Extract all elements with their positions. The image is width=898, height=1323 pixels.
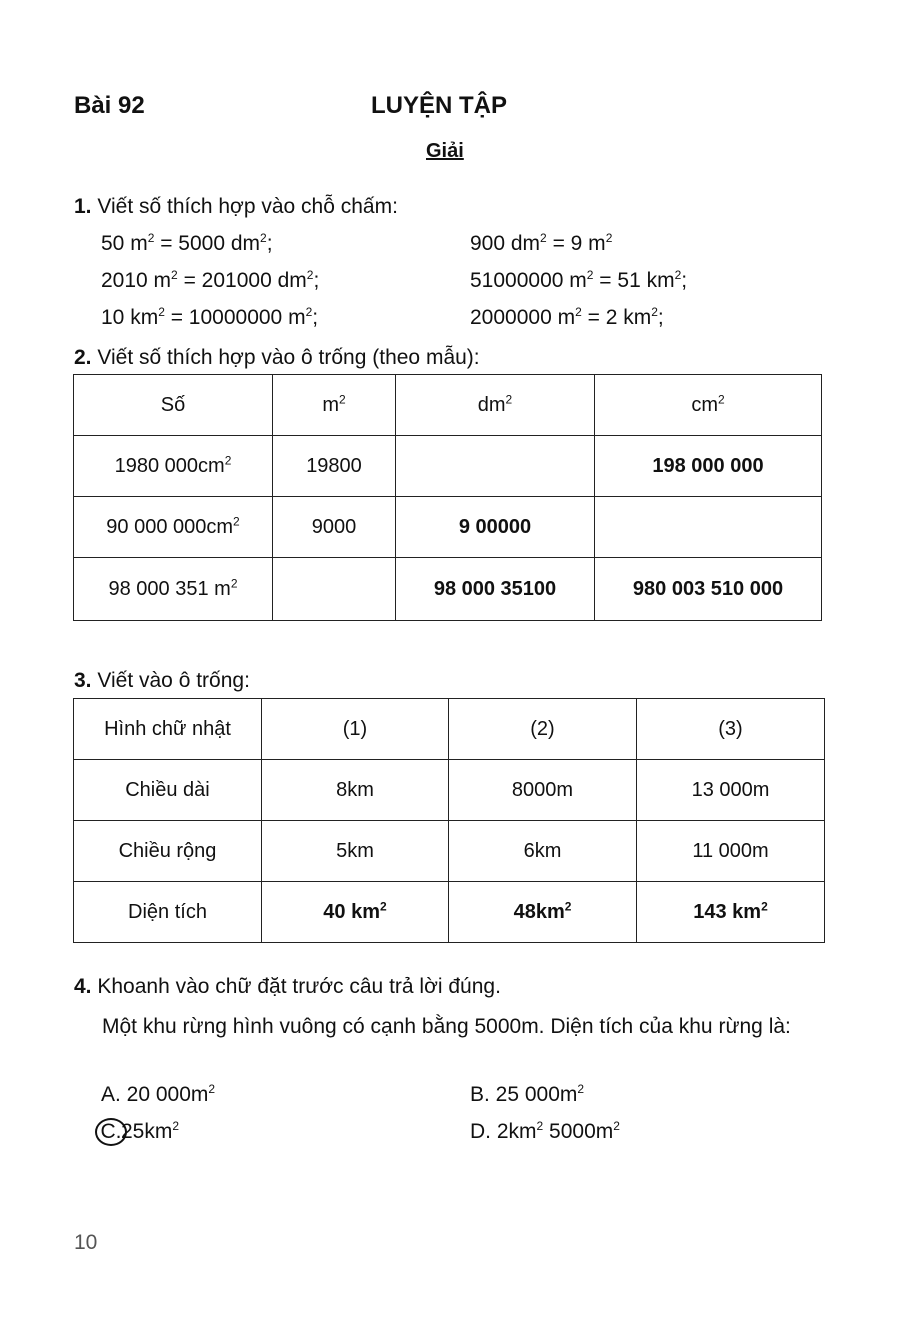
table-cell: 11 000m — [637, 821, 825, 882]
option-b: B. 25 $000m^2$ — [470, 1082, 585, 1106]
table-cell-empty — [595, 497, 822, 558]
table-header-cell: (1) — [262, 699, 449, 760]
table-header-row — [74, 375, 822, 436]
option-a: A. 20 $000m^2$ — [101, 1082, 216, 1106]
table-cell: 8km — [262, 760, 449, 821]
ex1-item: 51000000 $m^2 = 51$ $km^2$; — [470, 268, 688, 292]
table-cell-answer: $48km^2$ — [449, 882, 637, 943]
table-row — [74, 821, 825, 882]
table-cell: 90 000 $000cm^2$ — [74, 497, 273, 558]
table-header-cell: (2) — [449, 699, 637, 760]
ex1-heading — [74, 195, 398, 219]
table-cell: 13 000m — [637, 760, 825, 821]
ex1-item: 2010 $m^2 = 201000$ $dm^2$; — [101, 268, 320, 292]
table-cell: Diện tích — [74, 882, 262, 943]
table-cell-answer: 40 $km^2$ — [262, 882, 449, 943]
table-cell-answer: 98 000 35100 — [396, 558, 595, 621]
ex1-item: 2000000 $m^2 = 2$ $km^2$; — [470, 305, 664, 329]
lesson-number: Bài 92 — [74, 92, 145, 119]
table-cell: Chiều rộng — [74, 821, 262, 882]
table-cell: 9000 — [273, 497, 396, 558]
ex3-number: 3. — [74, 669, 92, 692]
table-cell: 8000m — [449, 760, 637, 821]
option-d: D. $2km^2$ $5000m^2$ — [470, 1119, 620, 1143]
ex3-prompt: Viết vào ô trống: — [97, 669, 250, 692]
option-c: $C.25km^2$ — [101, 1118, 179, 1146]
table-cell-empty — [273, 558, 396, 621]
table-header-cell: Số — [74, 375, 273, 436]
table-row — [74, 882, 825, 943]
table-cell-answer: 198 000 000 — [595, 436, 822, 497]
ex2-number: 2. — [74, 346, 92, 369]
ex4-heading — [74, 975, 501, 999]
table-row — [74, 558, 822, 621]
table-header-cell: $m^2$ — [273, 375, 396, 436]
ex4-number: 4. — [74, 975, 92, 998]
ex1-item: 900 $dm^2 = 9$ $m^2$ — [470, 231, 613, 255]
solution-label: Giải — [426, 140, 464, 162]
table-cell-answer: 143 $km^2$ — [637, 882, 825, 943]
ex2-heading — [74, 346, 480, 370]
table-cell-empty — [396, 436, 595, 497]
ex4-question: Một khu rừng hình vuông có cạnh bằng 5000m. Diện tích của khu rừng là: — [102, 1015, 791, 1038]
table-cell: 98 000 351 $m^2$ — [74, 558, 273, 621]
table-row — [74, 436, 822, 497]
table-row — [74, 497, 822, 558]
answer-circle: C. — [95, 1118, 127, 1146]
table-cell-answer: 980 003 510 000 — [595, 558, 822, 621]
page-title: LUYỆN TẬP — [371, 92, 508, 119]
table-cell: 5km — [262, 821, 449, 882]
ex1-prompt: Viết số thích hợp vào chỗ chấm: — [97, 195, 398, 218]
ex3-table — [73, 698, 825, 943]
table-row — [74, 760, 825, 821]
ex4-prompt: Khoanh vào chữ đặt trước câu trả lời đúng. — [97, 975, 501, 998]
table-cell: Chiều dài — [74, 760, 262, 821]
table-header-cell: Hình chữ nhật — [74, 699, 262, 760]
ex1-item: 50 $m^2 = 5000$ $dm^2$; — [101, 231, 273, 255]
table-cell-answer: 9 00000 — [396, 497, 595, 558]
ex1-number: 1. — [74, 195, 92, 218]
ex3-heading — [74, 669, 250, 693]
table-header-row — [74, 699, 825, 760]
ex2-prompt: Viết số thích hợp vào ô trống (theo mẫu): — [97, 346, 480, 369]
table-cell: 6km — [449, 821, 637, 882]
table-header-cell: (3) — [637, 699, 825, 760]
page-number: 10 — [74, 1231, 98, 1254]
table-header-cell: $dm^2$ — [396, 375, 595, 436]
ex1-item: 10 $km^2 = 10000000$ $m^2$; — [101, 305, 319, 329]
table-cell: 19800 — [273, 436, 396, 497]
table-header-cell: $cm^2$ — [595, 375, 822, 436]
table-cell: 1980 $000cm^2$ — [74, 436, 273, 497]
ex2-table — [73, 374, 822, 621]
